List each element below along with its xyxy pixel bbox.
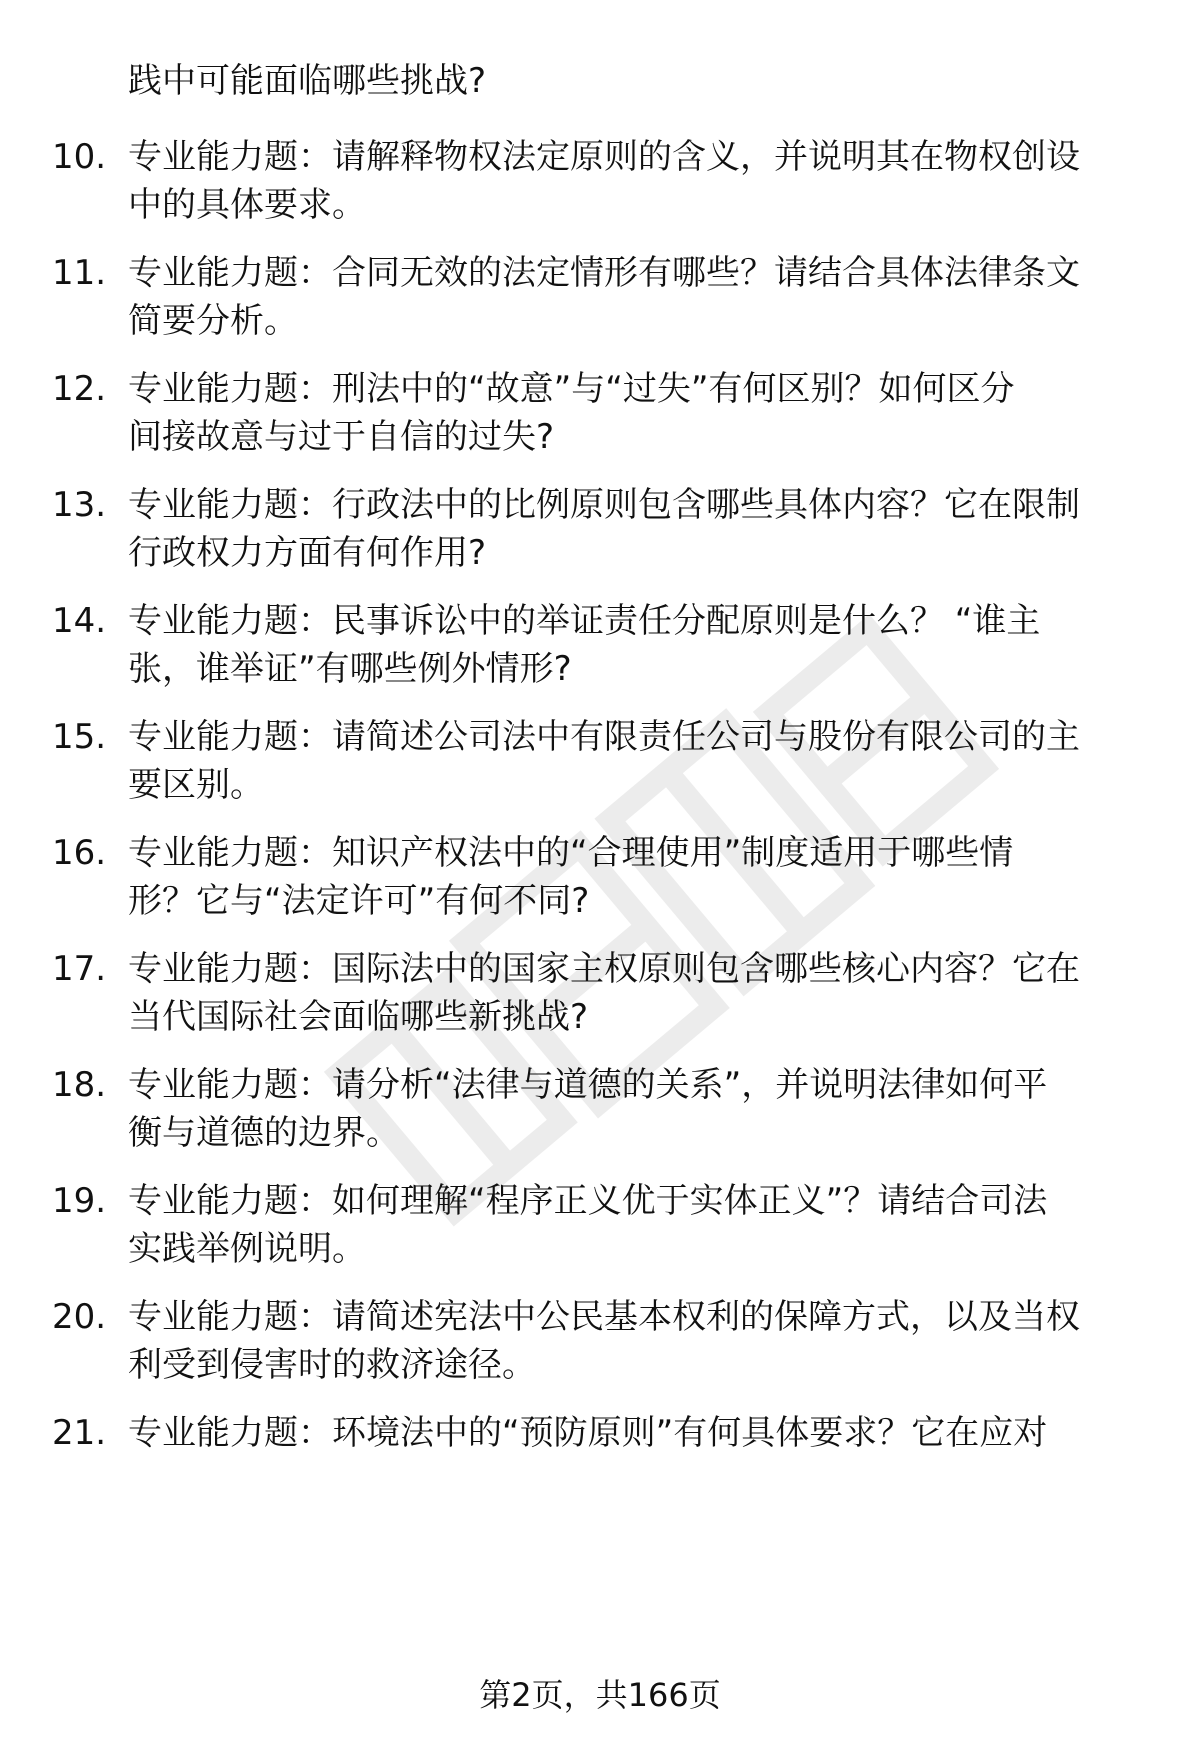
item-text-line: 专业能力题：民事诉讼中的举证责任分配原则是什么？ “谁主 [128, 601, 1041, 641]
item-text-line: 专业能力题：行政法中的比例原则包含哪些具体内容？它在限制 [128, 485, 1080, 525]
item-text-line: 专业能力题：知识产权法中的“合理使用”制度适用于哪些情 [128, 833, 1014, 873]
list-item [0, 248, 1200, 358]
list-item [0, 712, 1200, 822]
item-text-line: 要区别。 [128, 765, 264, 805]
item-text-line: 专业能力题：请分析“法律与道德的关系”，并说明法律如何平 [128, 1065, 1048, 1105]
item-text-line: 利受到侵害时的救济途径。 [128, 1345, 536, 1385]
item-number: 17. [52, 949, 107, 989]
item-text-line: 专业能力题：刑法中的“故意”与“过失”有何区别？如何区分 [128, 369, 1015, 409]
item-text-line: 专业能力题：请解释物权法定原则的含义，并说明其在物权创设 [128, 137, 1080, 177]
item-text-line: 实践举例说明。 [128, 1229, 366, 1269]
list-item [0, 364, 1200, 474]
item-number: 18. [52, 1065, 107, 1105]
item-text-line: 张，谁举证”有哪些例外情形? [128, 649, 572, 689]
list-item [0, 1408, 1200, 1518]
list-item [0, 828, 1200, 938]
item-text-line: 衡与道德的边界。 [128, 1113, 400, 1153]
item-text-line: 专业能力题：如何理解“程序正义优于实体正义”？请结合司法 [128, 1181, 1048, 1221]
item-number: 10. [52, 137, 107, 177]
continuation-text: 践中可能面临哪些挑战? [128, 61, 487, 101]
item-number: 11. [52, 253, 107, 293]
item-number: 12. [52, 369, 107, 409]
item-text-line: 专业能力题：合同无效的法定情形有哪些？请结合具体法律条文 [128, 253, 1080, 293]
list-item [0, 132, 1200, 242]
item-number: 20. [52, 1297, 107, 1337]
item-number: 21. [52, 1413, 107, 1453]
item-text-line: 中的具体要求。 [128, 185, 366, 225]
item-number: 13. [52, 485, 107, 525]
list-item [0, 1060, 1200, 1170]
list-item [0, 944, 1200, 1054]
item-number: 16. [52, 833, 107, 873]
item-text-line: 形？它与“法定许可”有何不同? [128, 881, 590, 921]
item-text-line: 间接故意与过于自信的过失? [128, 417, 555, 457]
item-text-line: 当代国际社会面临哪些新挑战? [128, 997, 589, 1037]
list-item [0, 1176, 1200, 1286]
item-number: 15. [52, 717, 107, 757]
item-text-line: 行政权力方面有何作用? [128, 533, 487, 573]
list-item [0, 1292, 1200, 1402]
item-text-line: 专业能力题：请简述公司法中有限责任公司与股份有限公司的主 [128, 717, 1080, 757]
list-item [0, 480, 1200, 590]
list-item [0, 596, 1200, 706]
page-footer: 第2页，共166页 [479, 1676, 721, 1714]
item-text-line: 专业能力题：环境法中的“预防原则”有何具体要求？它在应对 [128, 1413, 1048, 1453]
item-text-line: 专业能力题：国际法中的国家主权原则包含哪些核心内容？它在 [128, 949, 1080, 989]
item-text-line: 专业能力题：请简述宪法中公民基本权利的保障方式，以及当权 [128, 1297, 1080, 1337]
item-number: 14. [52, 601, 107, 641]
item-number: 19. [52, 1181, 107, 1221]
item-text-line: 简要分析。 [128, 301, 298, 341]
